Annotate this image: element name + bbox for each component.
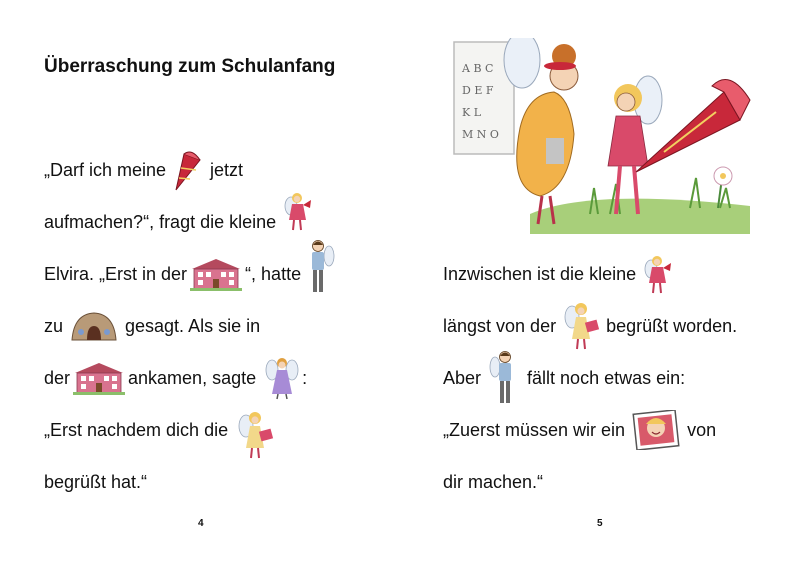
- text-segment: „Darf ich meine: [44, 159, 167, 180]
- svg-text:K L: K L: [462, 106, 482, 119]
- text-segment: „Erst nachdem dich die: [44, 419, 229, 440]
- text-line-7: [44, 462, 147, 502]
- school-cone-icon: [170, 148, 204, 192]
- text-line-3: [44, 254, 335, 294]
- text-line-2: [443, 306, 737, 346]
- text-segment: längst von der: [443, 315, 557, 336]
- text-line-5: [44, 358, 307, 398]
- text-segment: Elvira. „Erst in der: [44, 263, 188, 284]
- page-number: 4: [198, 518, 204, 529]
- page-title: Überraschung zum Schulanfang: [44, 56, 336, 77]
- teacher-fairy-icon: [264, 356, 300, 400]
- boy-fairy-icon: [305, 238, 335, 296]
- text-line-1: [44, 150, 243, 190]
- fairy-girl-icon: [282, 190, 312, 232]
- fairy-with-cone-icon: [562, 301, 602, 351]
- text-segment: dir machen.“: [443, 471, 544, 492]
- text-segment: Aber: [443, 367, 482, 388]
- school-building-icon: [73, 361, 125, 395]
- text-segment: fällt noch etwas ein:: [527, 367, 686, 388]
- photo-icon: [631, 410, 681, 450]
- text-line-4: [44, 306, 260, 346]
- text-segment: “, hatte: [245, 263, 302, 284]
- text-segment: begrüßt worden.: [606, 315, 738, 336]
- text-line-5: [443, 462, 543, 502]
- text-segment: ankamen, sagte: [128, 367, 257, 388]
- fairy-with-cone-icon: [236, 410, 276, 460]
- text-segment: „Zuerst müssen wir ein: [443, 419, 626, 440]
- page-number: 5: [597, 518, 603, 529]
- text-segment: gesagt. Als sie in: [125, 315, 261, 336]
- text-line-2: [44, 202, 312, 242]
- text-segment: aufmachen?“, fragt die kleine: [44, 211, 277, 232]
- school-building-icon: [190, 257, 242, 291]
- text-line-4: [443, 410, 716, 450]
- text-line-1: [443, 254, 672, 294]
- text-segment: jetzt: [210, 159, 244, 180]
- svg-text:M N O: M N O: [462, 128, 499, 141]
- text-segment: :: [302, 367, 308, 388]
- text-segment: zu: [44, 315, 64, 336]
- boy-fairy-icon: [487, 349, 521, 407]
- fairy-girl-icon: [642, 253, 672, 295]
- text-segment: begrüßt hat.“: [44, 471, 148, 492]
- text-segment: von: [687, 419, 717, 440]
- svg-text:A B C: A B C: [462, 62, 494, 75]
- text-segment: der: [44, 367, 71, 388]
- text-segment: Inzwischen ist die kleine: [443, 263, 637, 284]
- text-line-3: [443, 358, 685, 398]
- svg-text:D E F: D E F: [462, 84, 494, 97]
- classroom-illustration: [450, 38, 758, 234]
- right-page: [400, 0, 800, 565]
- cave-home-icon: [69, 310, 119, 342]
- text-line-6: [44, 410, 276, 450]
